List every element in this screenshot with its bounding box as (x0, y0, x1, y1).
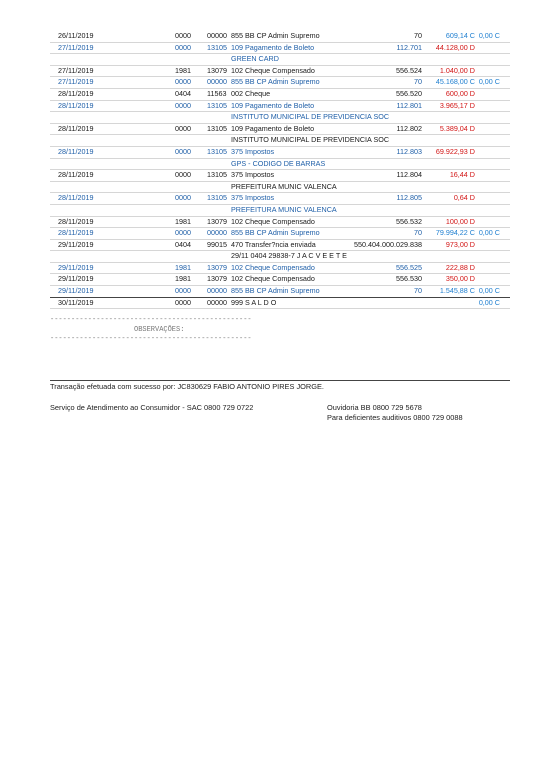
agency-code: 0404 (175, 88, 191, 98)
transaction-history: 375 Impostos (231, 146, 275, 156)
transaction-history: 375 Impostos (231, 170, 275, 180)
batch-number: 99015 (207, 239, 227, 249)
transaction-history: 855 BB CP Admin Supremo (231, 228, 320, 238)
document-number: 70 (414, 228, 422, 238)
table-row (50, 298, 510, 310)
balance-value: 0,00 C (478, 77, 500, 87)
table-row-detail (50, 159, 510, 171)
table-end-divider (50, 297, 510, 298)
transaction-value: 100,00 D (445, 216, 475, 226)
transaction-date: 29/11/2019 (58, 274, 94, 284)
transaction-history: 109 Pagamento de Boleto (231, 100, 315, 110)
observations-top-line: ------------------------------------------------ (50, 316, 252, 324)
observations-label: OBSERVAÇÕES: (134, 325, 185, 334)
transaction-history: 375 Impostos (231, 193, 275, 203)
transaction-date: 27/11/2019 (58, 65, 94, 75)
batch-number: 13079 (207, 262, 227, 272)
agency-code: 0000 (175, 42, 191, 52)
agency-code: 0000 (175, 193, 191, 203)
observations-bottom-line: ------------------------------------------------ (50, 335, 252, 343)
table-row (50, 66, 510, 78)
batch-number: 13105 (207, 42, 227, 52)
transaction-date: 29/11/2019 (58, 262, 94, 272)
transactions-table (50, 31, 510, 309)
table-row (50, 77, 510, 89)
transaction-history: 002 Cheque (231, 88, 271, 98)
transaction-date: 30/11/2019 (58, 297, 94, 307)
ouvidoria-contact: Ouvidoria BB 0800 729 5678 (327, 403, 422, 412)
balance-value: 0,00 C (478, 31, 500, 40)
transaction-date: 28/11/2019 (58, 228, 94, 238)
table-row (50, 89, 510, 101)
transaction-history: 102 Cheque Compensado (231, 216, 315, 226)
table-row (50, 274, 510, 286)
transaction-detail: PREFEITURA MUNIC VALENCA (231, 181, 337, 191)
agency-code: 0000 (175, 228, 191, 238)
transaction-date: 28/11/2019 (58, 146, 94, 156)
transaction-history: 470 Transfer?ncia enviada (231, 239, 316, 249)
document-number: 112.803 (396, 146, 422, 156)
batch-number: 13105 (207, 146, 227, 156)
transaction-detail: 29/11 0404 29838-7 J A C V E E T E (231, 251, 347, 261)
transaction-value: 45.168,00 C (435, 77, 475, 87)
transaction-detail: GREEN CARD (231, 54, 279, 64)
transaction-history: 999 S A L D O (231, 297, 277, 307)
transaction-detail: PREFEITURA MUNIC VALENCA (231, 204, 337, 214)
table-row (50, 170, 510, 182)
agency-code: 1981 (175, 216, 191, 226)
transaction-value: 222,88 D (445, 262, 475, 272)
agency-code: 1981 (175, 65, 191, 75)
transaction-value: 600,00 D (445, 88, 475, 98)
agency-code: 1981 (175, 274, 191, 284)
transaction-history: 102 Cheque Compensado (231, 65, 315, 75)
document-number: 556.532 (396, 216, 422, 226)
transaction-history: 855 BB CP Admin Supremo (231, 31, 320, 40)
document-number: 556.524 (396, 65, 422, 75)
transaction-history: 102 Cheque Compensado (231, 274, 315, 284)
table-row (50, 228, 510, 240)
batch-number: 13105 (207, 100, 227, 110)
agency-code: 0000 (175, 170, 191, 180)
table-row (50, 101, 510, 113)
document-number: 556.530 (396, 274, 422, 284)
transaction-date: 29/11/2019 (58, 286, 94, 296)
transaction-date: 28/11/2019 (58, 123, 94, 133)
document-number: 112.701 (396, 42, 422, 52)
document-number: 556.520 (396, 88, 422, 98)
table-row-detail (50, 112, 510, 124)
transaction-detail: GPS - CODIGO DE BARRAS (231, 158, 326, 168)
transaction-history: 102 Cheque Compensado (231, 262, 315, 272)
document-number: 112.801 (396, 100, 422, 110)
transaction-date: 28/11/2019 (58, 170, 94, 180)
transaction-value: 44.128,00 D (435, 42, 475, 52)
document-number: 70 (414, 31, 422, 40)
transaction-history: 109 Pagamento de Boleto (231, 42, 315, 52)
transaction-value: 16,44 D (449, 170, 475, 180)
observations-block (50, 316, 252, 345)
table-row-detail (50, 54, 510, 66)
table-row (50, 263, 510, 275)
batch-number: 00000 (207, 31, 227, 40)
footer-divider (50, 380, 510, 381)
transaction-value: 3.965,17 D (439, 100, 475, 110)
batch-number: 00000 (207, 77, 227, 87)
agency-code: 0000 (175, 31, 191, 40)
balance-value: 0,00 C (478, 286, 500, 296)
document-number: 112.805 (396, 193, 422, 203)
table-row (50, 124, 510, 136)
batch-number: 00000 (207, 286, 227, 296)
transaction-value: 5.389,04 D (439, 123, 475, 133)
table-row (50, 193, 510, 205)
table-row (50, 286, 510, 298)
table-row-detail (50, 135, 510, 147)
document-number: 112.802 (396, 123, 422, 133)
transaction-confirmation: Transação efetuada com sucesso por: JC830629 FABIO ANTONIO PIRES JORGE. (50, 382, 324, 391)
transaction-value: 79.994,22 C (435, 228, 475, 238)
agency-code: 0000 (175, 297, 191, 307)
transaction-history: 109 Pagamento de Boleto (231, 123, 315, 133)
transaction-date: 28/11/2019 (58, 216, 94, 226)
table-row (50, 31, 510, 43)
batch-number: 00000 (207, 297, 227, 307)
table-row (50, 43, 510, 55)
transaction-value: 609,14 C (445, 31, 475, 40)
batch-number: 13079 (207, 65, 227, 75)
batch-number: 11563 (207, 88, 227, 98)
transaction-value: 69.922,93 D (435, 146, 475, 156)
batch-number: 13079 (207, 216, 227, 226)
transaction-date: 26/11/2019 (58, 31, 94, 40)
transaction-history: 855 BB CP Admin Supremo (231, 286, 320, 296)
transaction-date: 28/11/2019 (58, 88, 94, 98)
balance-value: 0,00 C (478, 297, 500, 307)
table-row (50, 147, 510, 159)
document-number: 112.804 (396, 170, 422, 180)
batch-number: 13105 (207, 170, 227, 180)
agency-code: 0000 (175, 77, 191, 87)
table-row (50, 217, 510, 229)
table-row-detail (50, 205, 510, 217)
agency-code: 0000 (175, 146, 191, 156)
transaction-detail: INSTITUTO MUNICIPAL DE PREVIDENCIA SOC (231, 112, 390, 122)
agency-code: 0000 (175, 123, 191, 133)
transaction-date: 28/11/2019 (58, 100, 94, 110)
balance-value: 0,00 C (478, 228, 500, 238)
sac-contact: Serviço de Atendimento ao Consumidor - SAC 0800 729 0722 (50, 403, 254, 412)
agency-code: 0000 (175, 286, 191, 296)
table-row (50, 240, 510, 252)
document-number: 550.404.000.029.838 (354, 239, 422, 249)
agency-code: 0404 (175, 239, 191, 249)
transaction-value: 1.040,00 D (439, 65, 475, 75)
table-row-detail (50, 182, 510, 194)
transaction-detail: INSTITUTO MUNICIPAL DE PREVIDENCIA SOC (231, 135, 390, 145)
batch-number: 13105 (207, 123, 227, 133)
batch-number: 13105 (207, 193, 227, 203)
transaction-date: 27/11/2019 (58, 77, 94, 87)
transaction-value: 350,00 D (445, 274, 475, 284)
transaction-value: 0,64 D (453, 193, 475, 203)
transaction-history: 855 BB CP Admin Supremo (231, 77, 320, 87)
batch-number: 00000 (207, 228, 227, 238)
table-row-detail (50, 251, 510, 263)
agency-code: 1981 (175, 262, 191, 272)
transaction-date: 27/11/2019 (58, 42, 94, 52)
agency-code: 0000 (175, 100, 191, 110)
transaction-value: 1.545,88 C (439, 286, 475, 296)
document-number: 70 (414, 77, 422, 87)
document-number: 556.525 (396, 262, 422, 272)
transaction-value: 973,00 D (445, 239, 475, 249)
deficientes-contact: Para deficientes auditivos 0800 729 0088 (327, 413, 463, 422)
document-number: 70 (414, 286, 422, 296)
batch-number: 13079 (207, 274, 227, 284)
transaction-date: 29/11/2019 (58, 239, 94, 249)
transaction-date: 28/11/2019 (58, 193, 94, 203)
